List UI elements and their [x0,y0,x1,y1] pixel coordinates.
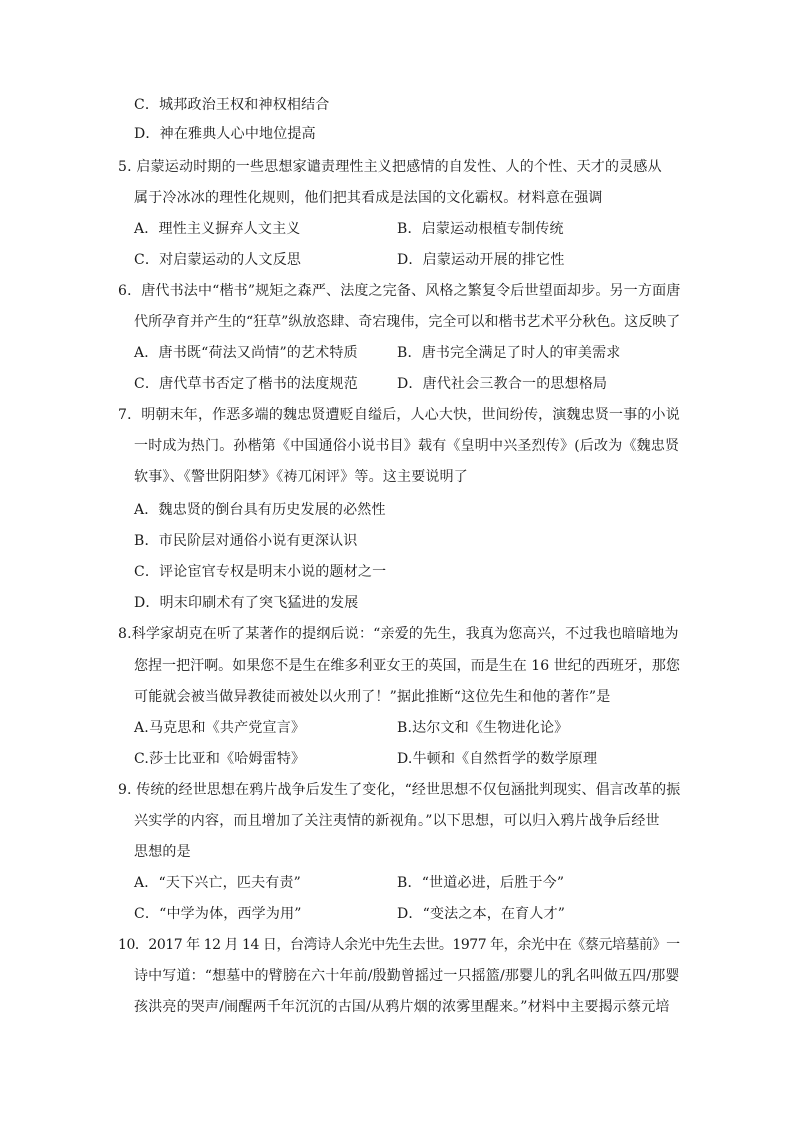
q4-option-c: C．城邦政治王权和神权相结合 [134,97,330,113]
q10-stem-line-2: 诗中写道：“想墓中的臂膀在六十年前/殷勤曾摇过一只摇篮/那婴儿的乳名叫做五四/那婴 [134,968,680,984]
q7-option-b: B．市民阶层对通俗小说有更深认识 [134,533,358,549]
q9-option-c: C．“中学为体，西学为用” [134,906,302,922]
q8-option-a: A.马克思和《共产党宣言》 [134,720,306,736]
q8-option-c: C.莎士比亚和《哈姆雷特》 [134,751,306,767]
q6-option-d: D．唐代社会三教合一的思想格局 [397,376,608,392]
q6-option-c: C．唐代草书否定了楷书的法度规范 [134,376,358,392]
q8-stem-line-3: 可能就会被当做异教徒而被处以火刑了！”据此推断“这位先生和他的著作”是 [134,689,611,705]
q6-option-b: B．唐书完全满足了时人的审美需求 [397,345,621,361]
q5-option-a: A．理性主义摒弃人文主义 [134,221,301,237]
q6-stem-line-1: 6．唐代书法中“楷书”规矩之森严、法度之完备、风格之繁复令后世望面却步。另一方面唐 [118,283,681,299]
q7-stem-line-2: 一时成为热门。孙楷第《中国通俗小说书目》载有《皇明中兴圣烈传》(后改为《魏忠贤 [134,438,680,454]
q5-stem-line-2: 属于冷冰冰的理性化规则，他们把其看成是法国的文化霸权。材料意在强调 [134,190,603,206]
q10-stem-line-3: 孩洪亮的哭声/闹醒两千年沉沉的古国/从鸦片烟的浓雾里醒来。”材料中主要揭示蔡元培 [134,999,670,1015]
q8-option-d: D.牛顿和《自然哲学的数学原理 [397,751,598,767]
q7-stem-line-3: 软事》、《警世阴阳梦》《祷兀闲评》等。这主要说明了 [134,469,468,485]
q6-option-a: A．唐书既“荷法又尚情”的艺术特质 [134,345,358,361]
q7-option-a: A．魏忠贤的倒台具有历史发展的必然性 [134,502,386,518]
q9-option-a: A．“天下兴亡，匹夫有责” [134,875,302,891]
q8-stem-line-2: 您捏一把汗啊。如果您不是生在维多利亚女王的英国，而是生在 16 世纪的西班牙，那您 [134,658,680,674]
q9-stem-line-2: 兴实学的内容，而且增加了关注夷情的新视角。”以下思想，可以归入鸦片战争后经世 [134,813,660,829]
q9-stem-line-3: 思想的是 [134,844,191,860]
q5-option-b: B．启蒙运动根植专制传统 [397,221,564,237]
q5-stem-line-1: 5. 启蒙运动时期的一些思想家谴责理性主义把感情的自发性、人的个性、天才的灵感从 [118,159,662,175]
q5-option-c: C．对启蒙运动的人文反思 [134,252,302,268]
q8-stem-line-1: 8.科学家胡克在听了某著作的提纲后说：“亲爱的先生，我真为您高兴，不过我也暗暗地为 [118,626,679,642]
q7-option-d: D．明末印刷术有了突飞猛进的发展 [134,595,359,611]
q9-stem-line-1: 9. 传统的经世思想在鸦片战争后发生了变化，“经世思想不仅包涵批判现实、倡言改革的振 [118,782,681,798]
q5-option-d: D．启蒙运动开展的排它性 [397,252,565,268]
q9-option-d: D．“变法之本，在育人才” [397,906,566,922]
q7-stem-line-1: 7．明朝末年，作恶多端的魏忠贤遭贬自缢后，人心大快，世间纷传，演魏忠贤一事的小说 [118,407,680,423]
q8-option-b: B.达尔文和《生物进化论》 [397,720,569,736]
q9-option-b: B．“世道必进，后胜于今” [397,875,565,891]
q6-stem-line-2: 代所孕育并产生的“狂草”纵放恣肆、奇宕瑰伟，完全可以和楷书艺术平分秋色。这反映了 [134,314,681,330]
q10-stem-line-1: 10．2017 年 12 月 14 日，台湾诗人余光中先生去世。1977 年，余光中在《蔡元培墓前》一 [118,937,680,953]
q4-option-d: D．神在雅典人心中地位提高 [134,126,316,142]
q7-option-c: C．评论宦官专权是明末小说的题材之一 [134,564,387,580]
